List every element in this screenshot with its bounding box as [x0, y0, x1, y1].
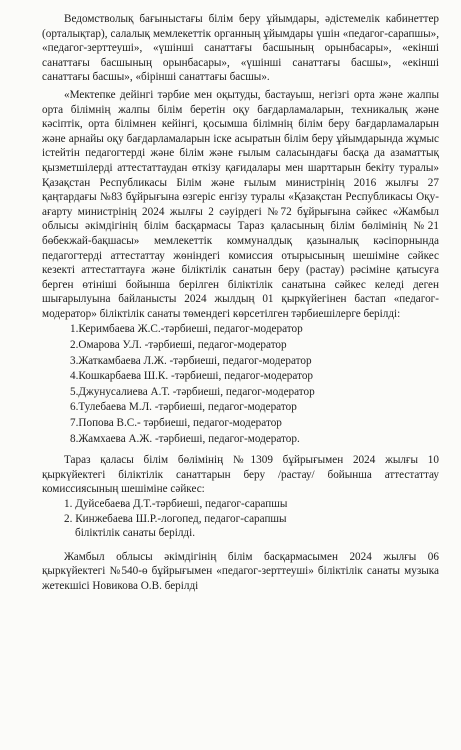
list-item: 2. Кинжебаева Ш.Р.-логопед, педагог-сарапшы: [64, 512, 287, 525]
list-item: 8.Жамхаева А.Ж. -тәрбиеші, педагог-модератор.: [70, 432, 300, 445]
moderator-list: [42, 322, 439, 447]
list-item: 1.Керимбаева Ж.С.-тәрбиеші, педагог-модератор: [70, 323, 303, 336]
list-item: 4.Кошкарбаева Ш.К. -тәрбиеші, педагог-модератор: [70, 370, 314, 383]
final-paragraph: Жамбыл облысы әкімдігінің білім басқармасымен 2024 жылғы 06 қыркүйектегі №540-ө бұйрығымен «педагог-зерттеуші» біліктілік санаты музыка жетекшісі Новикова О.В. берілді: [42, 550, 439, 592]
main-paragraph: «Мектепке дейінгі тәрбие мен оқытуды, бастауыш, негізгі орта және жалпы орта білімнің жалпы білім беретін оқу бағдарламаларын, техникалық және кәсіптік, орта білімнен кейінгі, қосымша білімнің білім беру бағдарламаларын және арнайы оқу бағдарламаларын іске асыратын білім беру ұйымдарында жұмыс істейтін педагогтерді және білім және ғылым саласындағы басқа да азаматтық қызметшілерді аттестаттаудан өткізу қағидалары мен шарттарын бекіту туралы» Қазақстан Республикасы Білім және ғылым министрінің 2016 жылғы 27 қаңтардағы №83 бұйрығына өзгеріс енгізу туралы «Қазақстан Республикасы Оқу-ағарту министрінің 2024 жылғы 2 сәуірдегі №72 бұйрығына сәйкес «Жамбыл облысы әкімдігінің білім басқармасы Тараз қаласының білім бөлімінің №21 бөбекжай-бақшасы» мемлекеттік коммуналдық қазыналық кәсіпорнында педагогтерді аттестаттау жөніндегі комиссия отырысының шешіміне сәйкес кезекті аттестаттауға және біліктілік санатын беру (растау) рәсіміне қатысуға берген өтініші бойынша берілген біліктілік санатына сәйкес келеді деген шығарылуына байланысты 2024 жылдың 01 қыркүйегінен бастап «педагог-модератор» біліктілік санаты төмендегі көрсетілген тәрбиешілерге берілді:: [42, 88, 439, 320]
list-item: 2.Омарова У.Л. -тәрбиеші, педагог-модератор: [70, 339, 287, 352]
list-item: 6.Тулебаева М.Л. -тәрбиеші, педагог-модератор: [70, 401, 297, 414]
list-continuation: біліктілік санаты берілді.: [75, 527, 196, 540]
list-item: 5.Джунусалиева А.Т. -тәрбиеші, педагог-модератор: [70, 385, 315, 398]
list-item: 3.Жаткамбаева Л.Ж. -тәрбиеші, педагог-модератор: [70, 354, 312, 367]
list-item: 7.Попова В.С.- тәрбиеші, педагог-модератор: [70, 417, 282, 430]
expert-list: [42, 497, 439, 541]
order-1309-paragraph: Тараз қаласы білім бөлімінің №1309 бұйрығымен 2024 жылғы 10 қыркүйектегі біліктілік санаттарын беру /растау/ бойынша аттестаттау комиссиясының шешіміне сәйкес:: [42, 454, 439, 496]
intro-paragraph: Ведомстволық бағыныстағы білім беру ұйымдары, әдістемелік кабинеттер (орталықтар), салалық мемлекеттік органның ұйымдары үшін «педагог-сарапшы», «педагог-зерттеуші», «үшінші санаттағы басшының орынбасары», «екінші санаттағы басшының орынбасары», «үшінші санаттағы басшы», «екінші санаттағы басшы», «бірінші санаттағы басшы».: [42, 13, 439, 84]
list-item: 1. Дуйсебаева Д.Т.-тәрбиеші, педагог-сарапшы: [64, 498, 288, 510]
